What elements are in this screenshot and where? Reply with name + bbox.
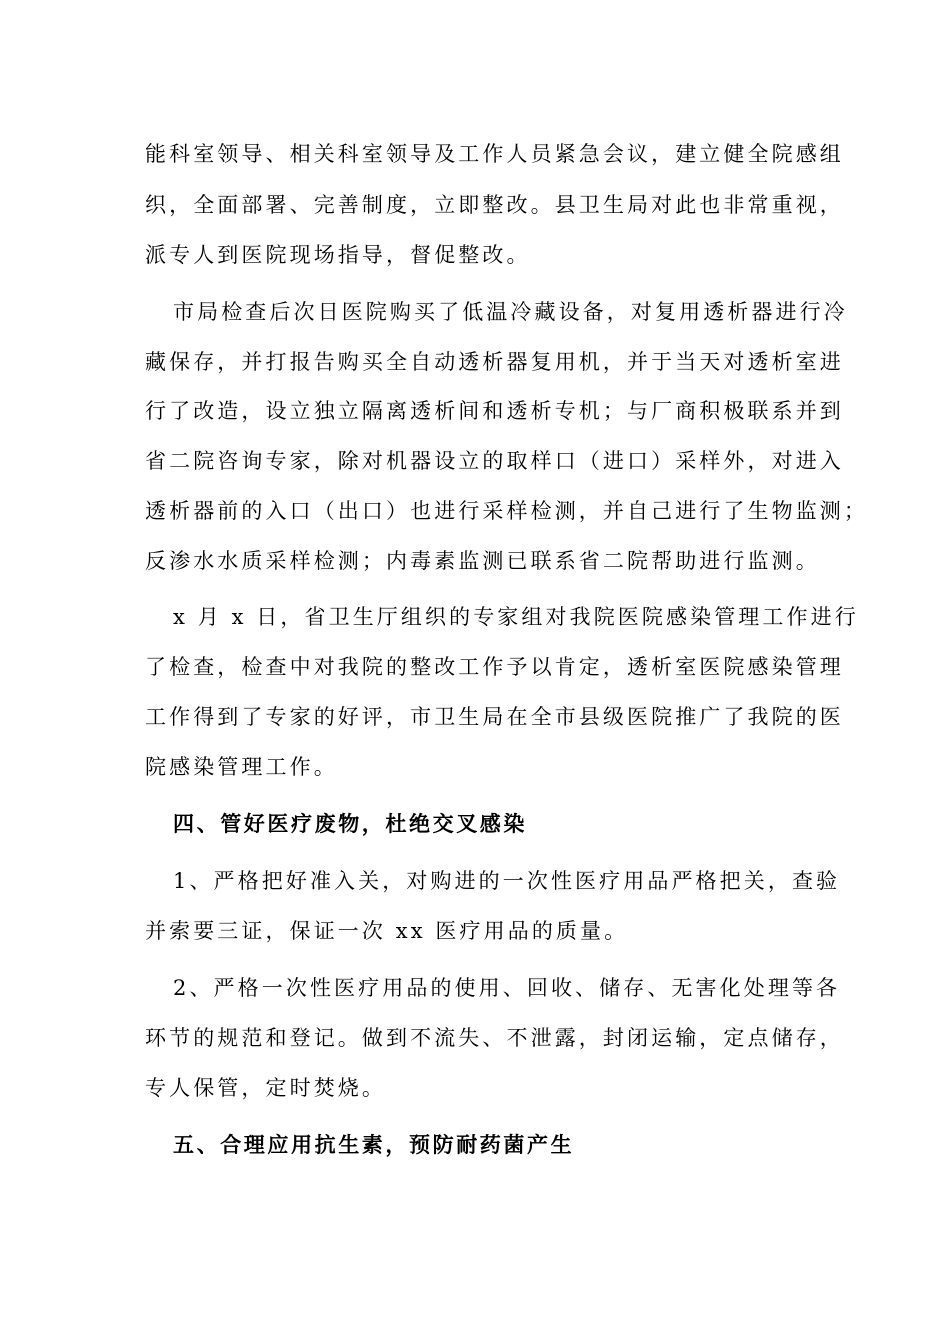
text-line: 行了改造，设立独立隔离透析间和透析专机；与厂商积极联系并到	[145, 399, 844, 423]
text-line: 并索要三证，保证一次 xx 医疗用品的质量。	[145, 919, 629, 943]
text-line: 环节的规范和登记。做到不流失、不泄露，封闭运输，定点储存，	[145, 1026, 844, 1050]
text-line: 派专人到医院现场指导，督促整改。	[145, 243, 531, 267]
text-line: 工作得到了专家的好评，市卫生局在全市县级医院推广了我院的医	[145, 705, 844, 729]
text-line: 院感染管理工作。	[145, 755, 338, 779]
text-line: 藏保存，并打报告购买全自动透析器复用机，并于当天对透析室进	[145, 350, 844, 374]
text-line: 织，全面部署、完善制度，立即整改。县卫生局对此也非常重视，	[145, 193, 844, 217]
text-line: 专人保管，定时焚烧。	[145, 1076, 386, 1100]
text-line: 1、严格把好准入关，对购进的一次性医疗用品严格把关，查验	[173, 869, 841, 893]
text-line: 省二院咨询专家，除对机器设立的取样口（进口）采样外，对进入	[145, 449, 844, 473]
text-line: 透析器前的入口（出口）也进行采样检测，并自己进行了生物监测；	[145, 499, 868, 523]
text-line: 市局检查后次日医院购买了低温冷藏设备，对复用透析器进行冷	[173, 300, 848, 324]
text-line: 能科室领导、相关科室领导及工作人员紧急会议，建立健全院感组	[145, 142, 844, 166]
text-line: 2、严格一次性医疗用品的使用、回收、储存、无害化处理等各	[173, 976, 841, 1000]
text-line: x 月 x 日，省卫生厅组织的专家组对我院医院感染管理工作进行	[173, 605, 859, 629]
section-heading-medical-waste: 四、管好医疗废物，杜绝交叉感染	[173, 811, 527, 836]
text-line: 反渗水水质采样检测；内毒素监测已联系省二院帮助进行监测。	[145, 549, 820, 573]
section-heading-antibiotics: 五、合理应用抗生素，预防耐药菌产生	[173, 1132, 575, 1157]
text-line: 了检查，检查中对我院的整改工作予以肯定，透析室医院感染管理	[145, 655, 844, 679]
